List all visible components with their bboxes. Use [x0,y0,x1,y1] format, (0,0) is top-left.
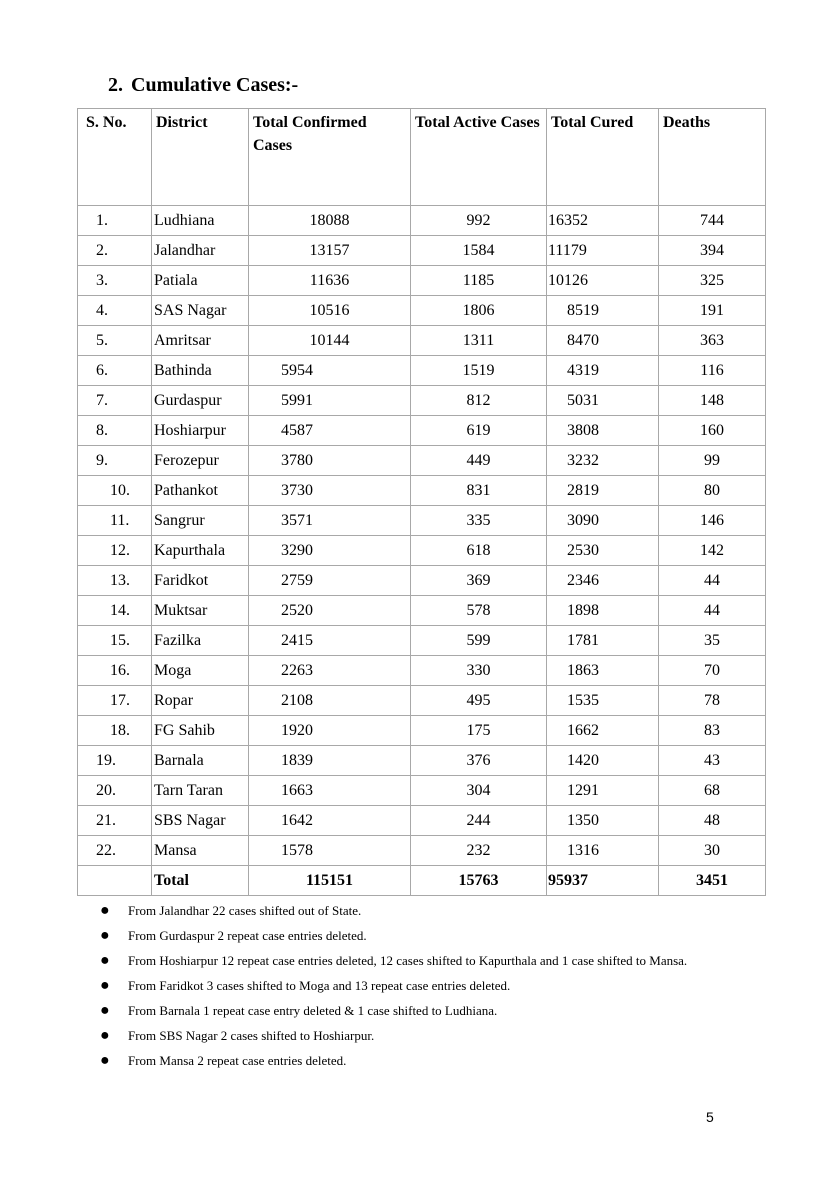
table-row [78,206,766,236]
cell-confirmed: 2759 [249,566,411,596]
table-row [78,626,766,656]
table-header-row [78,109,766,206]
cell-confirmed: 13157 [249,236,411,266]
cell-sno: 22. [78,836,152,866]
cell-confirmed: 2263 [249,656,411,686]
total-active: 15763 [411,866,547,896]
cell-deaths: 68 [659,776,766,806]
cell-confirmed: 1920 [249,716,411,746]
cell-confirmed: 2108 [249,686,411,716]
cell-district: Barnala [152,746,249,776]
cell-active: 992 [411,206,547,236]
cell-deaths: 191 [659,296,766,326]
cell-sno: 3. [78,266,152,296]
cell-cured: 4319 [547,356,659,386]
cell-district: SBS Nagar [152,806,249,836]
cell-confirmed: 2415 [249,626,411,656]
table-row [78,536,766,566]
cell-district: Amritsar [152,326,249,356]
cell-active: 1519 [411,356,547,386]
bullet-icon: ● [100,927,110,944]
cell-sno: 5. [78,326,152,356]
cell-confirmed: 5991 [249,386,411,416]
cell-confirmed: 1839 [249,746,411,776]
cell-sno: 10. [78,476,152,506]
cell-district: Jalandhar [152,236,249,266]
cell-active: 599 [411,626,547,656]
cell-confirmed: 4587 [249,416,411,446]
cell-sno: 13. [78,566,152,596]
table-row [78,656,766,686]
cell-district: Ferozepur [152,446,249,476]
cell-deaths: 43 [659,746,766,776]
cell-cured: 2346 [547,566,659,596]
cell-cured: 16352 [547,206,659,236]
cell-sno: 12. [78,536,152,566]
bullet-icon: ● [100,1052,110,1069]
cell-district: Ropar [152,686,249,716]
table-row [78,686,766,716]
cell-active: 175 [411,716,547,746]
table-row [78,746,766,776]
cell-sno: 17. [78,686,152,716]
table-total-row [78,866,766,896]
cumulative-cases-table [77,108,766,896]
cell-district: SAS Nagar [152,296,249,326]
cell-active: 232 [411,836,547,866]
cell-cured: 1291 [547,776,659,806]
total-label: Total [152,866,249,896]
note-item [100,903,720,918]
note-item [100,1003,720,1018]
cell-cured: 2819 [547,476,659,506]
table-row [78,716,766,746]
cell-cured: 8519 [547,296,659,326]
cell-cured: 10126 [547,266,659,296]
header-total-confirmed: Total Confirmed Cases [249,109,411,206]
cell-cured: 1535 [547,686,659,716]
cell-district: Sangrur [152,506,249,536]
cell-confirmed: 3780 [249,446,411,476]
table-row [78,566,766,596]
cell-district: Ludhiana [152,206,249,236]
header-deaths: Deaths [659,109,766,206]
note-item [100,978,720,993]
table-row [78,356,766,386]
header-sno: S. No. [78,109,152,206]
cell-district: Faridkot [152,566,249,596]
cell-district: Pathankot [152,476,249,506]
cell-confirmed: 11636 [249,266,411,296]
header-total-cured: Total Cured [547,109,659,206]
cell-cured: 3808 [547,416,659,446]
total-deaths: 3451 [659,866,766,896]
note-text: From Mansa 2 repeat case entries deleted. [128,1053,347,1068]
section-heading [108,74,298,97]
cell-confirmed: 18088 [249,206,411,236]
page-number: 5 [706,1109,714,1125]
cell-active: 1806 [411,296,547,326]
cell-deaths: 35 [659,626,766,656]
cell-confirmed: 10516 [249,296,411,326]
notes-list [100,903,720,1078]
cell-deaths: 70 [659,656,766,686]
cell-sno: 2. [78,236,152,266]
cell-deaths: 78 [659,686,766,716]
cell-sno: 8. [78,416,152,446]
table-row [78,236,766,266]
cell-cured: 1898 [547,596,659,626]
cell-sno: 4. [78,296,152,326]
table-row [78,296,766,326]
note-item [100,1028,720,1043]
total-confirmed: 115151 [249,866,411,896]
note-item [100,1053,720,1068]
cell-cured: 11179 [547,236,659,266]
cell-deaths: 116 [659,356,766,386]
cell-deaths: 146 [659,506,766,536]
table-row [78,776,766,806]
bullet-icon: ● [100,1027,110,1044]
note-text: From Barnala 1 repeat case entry deleted & 1 case shifted to Ludhiana. [128,1003,498,1018]
cell-cured: 5031 [547,386,659,416]
header-total-active: Total Active Cases [411,109,547,206]
table-row [78,596,766,626]
cell-sno: 20. [78,776,152,806]
cell-cured: 1781 [547,626,659,656]
cell-district: Kapurthala [152,536,249,566]
cell-sno: 16. [78,656,152,686]
total-cured: 95937 [547,866,659,896]
note-text: From SBS Nagar 2 cases shifted to Hoshiarpur. [128,1028,375,1043]
cell-sno: 9. [78,446,152,476]
cell-sno: 14. [78,596,152,626]
note-text: From Jalandhar 22 cases shifted out of State. [128,903,362,918]
cell-district: Bathinda [152,356,249,386]
cell-cured: 3090 [547,506,659,536]
cell-active: 1584 [411,236,547,266]
cell-active: 449 [411,446,547,476]
cell-confirmed: 1642 [249,806,411,836]
note-item [100,953,720,968]
table-row [78,506,766,536]
cell-cured: 3232 [547,446,659,476]
cell-active: 831 [411,476,547,506]
cell-deaths: 99 [659,446,766,476]
cell-deaths: 363 [659,326,766,356]
cell-active: 812 [411,386,547,416]
cell-sno: 19. [78,746,152,776]
cell-active: 495 [411,686,547,716]
bullet-icon: ● [100,952,110,969]
table-row [78,446,766,476]
cell-sno: 15. [78,626,152,656]
cell-cured: 1420 [547,746,659,776]
cell-district: Tarn Taran [152,776,249,806]
table-row [78,326,766,356]
bullet-icon: ● [100,902,110,919]
cell-active: 369 [411,566,547,596]
cell-district: Moga [152,656,249,686]
cell-active: 244 [411,806,547,836]
cell-cured: 1863 [547,656,659,686]
cell-district: FG Sahib [152,716,249,746]
cell-deaths: 83 [659,716,766,746]
cell-district: Mansa [152,836,249,866]
cell-confirmed: 3571 [249,506,411,536]
total-sno-cell [78,866,152,896]
cell-deaths: 148 [659,386,766,416]
note-text: From Hoshiarpur 12 repeat case entries deleted, 12 cases shifted to Kapurthala and 1 case shifted to Mansa. [128,953,688,968]
cell-cured: 1662 [547,716,659,746]
cell-deaths: 80 [659,476,766,506]
bullet-icon: ● [100,977,110,994]
cell-district: Patiala [152,266,249,296]
cell-active: 578 [411,596,547,626]
table-row [78,266,766,296]
table-row [78,836,766,866]
cell-deaths: 142 [659,536,766,566]
cell-district: Fazilka [152,626,249,656]
cell-cured: 1350 [547,806,659,836]
cell-sno: 7. [78,386,152,416]
note-item [100,928,720,943]
cell-sno: 18. [78,716,152,746]
cell-confirmed: 1663 [249,776,411,806]
cell-active: 1185 [411,266,547,296]
cell-confirmed: 3730 [249,476,411,506]
cell-cured: 2530 [547,536,659,566]
bullet-icon: ● [100,1002,110,1019]
cell-deaths: 325 [659,266,766,296]
table-row [78,386,766,416]
cell-cured: 1316 [547,836,659,866]
cell-active: 335 [411,506,547,536]
cell-active: 618 [411,536,547,566]
cell-active: 304 [411,776,547,806]
cell-active: 330 [411,656,547,686]
cell-sno: 21. [78,806,152,836]
section-number: 2. [108,74,123,96]
cell-deaths: 44 [659,596,766,626]
cell-deaths: 744 [659,206,766,236]
cell-sno: 1. [78,206,152,236]
table-row [78,806,766,836]
cell-cured: 8470 [547,326,659,356]
cell-confirmed: 3290 [249,536,411,566]
header-district: District [152,109,249,206]
cell-confirmed: 10144 [249,326,411,356]
cell-sno: 6. [78,356,152,386]
cell-sno: 11. [78,506,152,536]
cell-active: 619 [411,416,547,446]
note-text: From Gurdaspur 2 repeat case entries deleted. [128,928,367,943]
cell-deaths: 44 [659,566,766,596]
cell-district: Gurdaspur [152,386,249,416]
section-title: Cumulative Cases:- [131,74,299,96]
cell-active: 1311 [411,326,547,356]
cell-deaths: 160 [659,416,766,446]
cell-confirmed: 1578 [249,836,411,866]
table-row [78,476,766,506]
cell-district: Hoshiarpur [152,416,249,446]
cell-active: 376 [411,746,547,776]
cell-deaths: 30 [659,836,766,866]
cell-district: Muktsar [152,596,249,626]
cell-deaths: 394 [659,236,766,266]
note-text: From Faridkot 3 cases shifted to Moga and 13 repeat case entries deleted. [128,978,511,993]
cell-deaths: 48 [659,806,766,836]
table-row [78,416,766,446]
cell-confirmed: 5954 [249,356,411,386]
cell-confirmed: 2520 [249,596,411,626]
table-body [78,206,766,866]
